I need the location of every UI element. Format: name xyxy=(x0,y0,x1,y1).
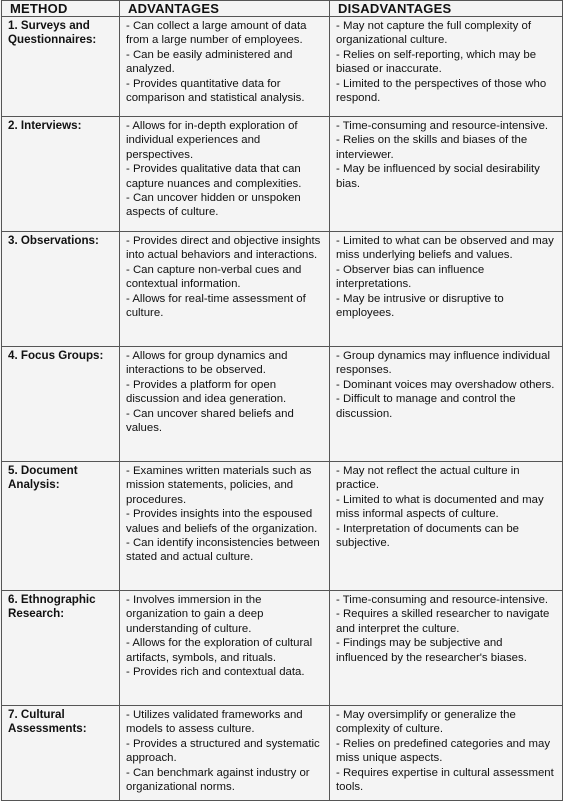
disadvantage-item: - May not capture the full complexity of organizational culture. xyxy=(336,20,531,47)
advantage-item: - Provides rich and contextual data. xyxy=(126,666,305,679)
advantages-cell xyxy=(120,117,330,232)
advantage-item: - Provides direct and objective insights into actual behaviors and interactions. xyxy=(126,235,321,262)
disadvantages-cell xyxy=(330,117,563,232)
disadvantage-item: - Dominant voices may overshadow others. xyxy=(336,378,555,391)
advantage-item: - Can be easily administered and analyzed. xyxy=(126,48,293,76)
advantage-item: - Allows for in-depth exploration of individual experiences and perspectives. xyxy=(126,120,298,161)
disadvantages-cell xyxy=(330,591,563,706)
advantages-cell xyxy=(120,232,330,347)
method-cell: 7. Cultural Assessments: xyxy=(2,706,120,801)
disadvantages-cell xyxy=(330,17,563,117)
header-method: METHOD xyxy=(2,1,120,17)
disadvantage-item: - Limited to what is documented and may miss informal aspects of culture. xyxy=(336,493,544,521)
advantage-item: - Can benchmark against industry or organizational norms. xyxy=(126,766,310,794)
disadvantage-item: - Limited to what can be observed and may miss underlying beliefs and values. xyxy=(336,235,554,262)
table-row xyxy=(2,462,563,591)
disadvantage-item: - Requires expertise in cultural assessment tools. xyxy=(336,766,554,794)
table-row xyxy=(2,117,563,232)
table-row xyxy=(2,347,563,462)
disadvantages-cell xyxy=(330,347,563,462)
advantage-item: - Allows for real-time assessment of culture. xyxy=(126,292,306,320)
advantage-item: - Allows for the exploration of cultural artifacts, symbols, and rituals. xyxy=(126,637,313,664)
advantage-item: - Can uncover shared beliefs and values. xyxy=(126,407,294,435)
method-cell: 3. Observations: xyxy=(2,232,120,347)
advantage-item: - Provides a structured and systematic approach. xyxy=(126,737,320,765)
table-row xyxy=(2,706,563,801)
table-row xyxy=(2,17,563,117)
method-cell: 1. Surveys and Questionnaires: xyxy=(2,17,120,117)
advantage-item: - Can capture non-verbal cues and contextual information. xyxy=(126,263,302,291)
disadvantage-item: - May not reflect the actual culture in practice. xyxy=(336,465,520,492)
advantages-cell xyxy=(120,706,330,801)
advantages-cell xyxy=(120,591,330,706)
disadvantages-cell xyxy=(330,232,563,347)
advantage-item: - Can identify inconsistencies between stated and actual culture. xyxy=(126,537,320,564)
disadvantage-item: - Group dynamics may influence individual responses. xyxy=(336,350,550,377)
advantage-item: - Utilizes validated frameworks and models to assess culture. xyxy=(126,709,303,736)
disadvantages-cell xyxy=(330,462,563,591)
disadvantage-item: - Relies on the skills and biases of the interviewer. xyxy=(336,134,528,161)
disadvantage-item: - May be intrusive or disruptive to employees. xyxy=(336,292,504,320)
methods-comparison-table xyxy=(1,0,563,801)
disadvantage-item: - Relies on self-reporting, which may be biased or inaccurate. xyxy=(336,48,537,76)
disadvantage-item: - Relies on predefined categories and may miss unique aspects. xyxy=(336,737,551,765)
method-cell: 6. Ethnographic Research: xyxy=(2,591,120,706)
method-cell: 5. Document Analysis: xyxy=(2,462,120,591)
advantage-item: - Examines written materials such as mission statements, policies, and procedures. xyxy=(126,465,312,506)
advantage-item: - Can collect a large amount of data from a large number of employees. xyxy=(126,20,307,47)
advantage-item: - Provides a platform for open discussion and idea generation. xyxy=(126,378,287,406)
disadvantage-item: - Observer bias can influence interpretations. xyxy=(336,263,485,291)
disadvantage-item: - Limited to the perspectives of those who respond. xyxy=(336,77,547,105)
disadvantage-item: - Time-consuming and resource-intensive. xyxy=(336,120,549,132)
disadvantage-item: - Interpretation of documents can be subjective. xyxy=(336,522,519,550)
header-advantages: ADVANTAGES xyxy=(120,1,330,17)
advantages-cell xyxy=(120,347,330,462)
method-cell: 4. Focus Groups: xyxy=(2,347,120,462)
advantage-item: - Involves immersion in the organization to gain a deep understanding of culture. xyxy=(126,594,264,635)
advantage-item: - Provides qualitative data that can capture nuances and complexities. xyxy=(126,163,302,190)
header-row xyxy=(2,1,563,17)
disadvantage-item: - Findings may be subjective and influenced by the researcher's biases. xyxy=(336,637,527,664)
advantages-cell xyxy=(120,462,330,591)
header-disadvantages: DISADVANTAGES xyxy=(330,1,563,17)
advantage-item: - Allows for group dynamics and interactions to be observed. xyxy=(126,350,288,377)
disadvantages-cell xyxy=(330,706,563,801)
advantage-item: - Can uncover hidden or unspoken aspects of culture. xyxy=(126,192,301,219)
advantage-item: - Provides insights into the espoused values and beliefs of the organization. xyxy=(126,508,318,535)
advantages-cell xyxy=(120,17,330,117)
table-row xyxy=(2,591,563,706)
table-row xyxy=(2,232,563,347)
disadvantage-item: - Requires a skilled researcher to navigate and interpret the culture. xyxy=(336,608,550,635)
advantage-item: - Provides quantitative data for comparison and statistical analysis. xyxy=(126,77,305,105)
method-cell: 2. Interviews: xyxy=(2,117,120,232)
disadvantage-item: - May be influenced by social desirability bias. xyxy=(336,163,540,190)
disadvantage-item: - Time-consuming and resource-intensive. xyxy=(336,594,549,606)
disadvantage-item: - May oversimplify or generalize the complexity of culture. xyxy=(336,709,516,736)
disadvantage-item: - Difficult to manage and control the discussion. xyxy=(336,393,516,420)
